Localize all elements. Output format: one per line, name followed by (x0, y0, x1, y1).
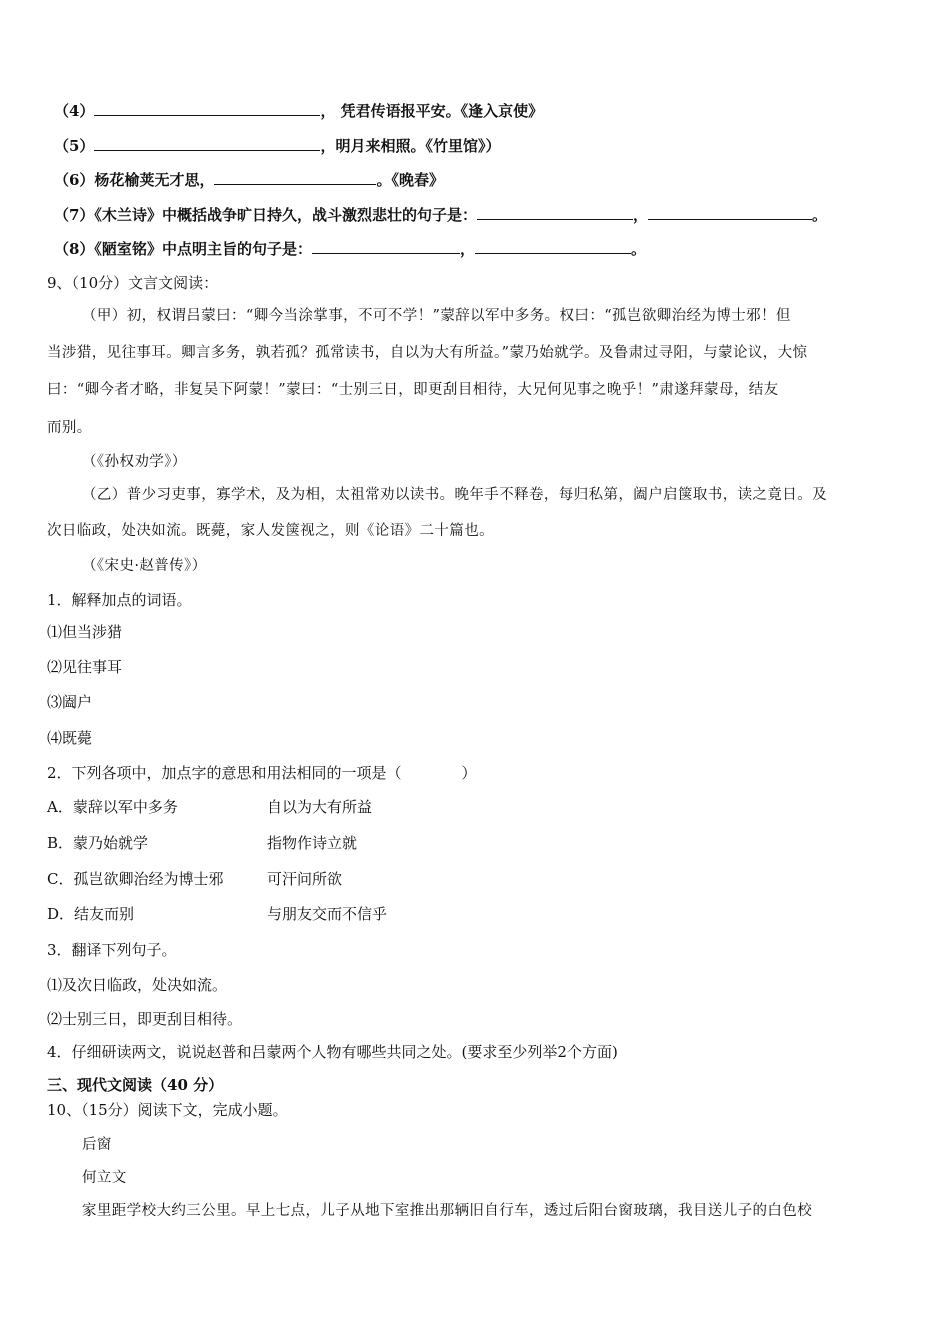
passage-a-line: 而别。 (47, 420, 92, 436)
answer-blank[interactable] (475, 239, 631, 254)
sub1-item: ⑴但当涉猎 (47, 623, 123, 641)
answer-blank[interactable] (312, 239, 460, 254)
answer-blank[interactable] (94, 101, 320, 116)
answer-blank[interactable] (94, 136, 320, 151)
sub1-item: ⑵见往事耳 (47, 658, 123, 676)
sub1-item: ⑶阖户 (47, 693, 93, 711)
passage-a-source: （《孙权劝学》） (82, 454, 187, 470)
option-a-right: 自以为大有所益 (267, 798, 373, 816)
passage-b-source: （《宋史·赵普传》） (82, 558, 207, 574)
option-d-right: 与朋友交而不信乎 (267, 905, 388, 923)
sub-question-3: 3．翻译下列句子。 (47, 941, 177, 959)
fill-blank-q8: （8）《陋室铭》中点明主旨的句子是： ， 。 (54, 240, 646, 258)
fill-blank-q7: （7）《木兰诗》中概括战争旷日持久，战斗激烈悲壮的句子是： ， 。 (54, 206, 827, 224)
option-b-left[interactable]: B．蒙乃始就学 (47, 834, 149, 852)
sub-question-1: 1．解释加点的词语。 (47, 591, 192, 609)
fill-blank-q5: （5） ，明月来相照。《竹里馆》） (54, 137, 501, 155)
option-d-left[interactable]: D．结友而别 (47, 905, 135, 923)
q9-header: 9、（10分）文言文阅读： (47, 274, 219, 292)
sub-question-4: 4．仔细研读两文，说说赵普和吕蒙两个人物有哪些共同之处。(要求至少列举2个方面) (47, 1043, 618, 1061)
answer-blank[interactable] (648, 205, 812, 220)
essay-title: 后窗 (82, 1137, 112, 1153)
passage-b-line: （乙）普少习吏事，寡学术，及为相，太祖常劝以读书。晚年手不释卷，每归私第，阖户启箧取书，读之竟日。及 (82, 487, 827, 503)
passage-a-line: （甲）初，权谓吕蒙曰：“卿今当涂掌事，不可不学！”蒙辞以军中多务。权曰：“孤岂欲卿治经为博士邪！但 (82, 308, 791, 324)
answer-blank[interactable] (477, 205, 633, 220)
option-c-left[interactable]: C．孤岂欲卿治经为博士邪 (47, 870, 224, 888)
passage-a-line: 曰：“卿今者才略，非复吴下阿蒙！”蒙曰：“士别三日，即更刮目相待，大兄何见事之晚乎！”肃遂拜蒙母，结友 (47, 382, 779, 398)
q10-header: 10、（15分）阅读下文，完成小题。 (47, 1101, 288, 1119)
option-a-left[interactable]: A．蒙辞以军中多务 (47, 798, 178, 816)
answer-blank[interactable] (214, 170, 376, 185)
passage-b-line: 次日临政，处决如流。既薨，家人发箧视之，则《论语》二十篇也。 (47, 523, 494, 539)
option-b-right: 指物作诗立就 (267, 834, 358, 852)
fill-blank-q6: （6）杨花榆荚无才思， 。《晚春》 (54, 171, 444, 189)
sub1-item: ⑷既薨 (47, 729, 93, 747)
section-heading: 三、现代文阅读（40 分） (47, 1076, 224, 1094)
sub3-item: ⑴及次日临政，处决如流。 (47, 976, 228, 994)
fill-blank-q4: （4） ， 凭君传语报平安。《逢入京使》 (54, 102, 544, 120)
passage-a-line: 当涉猎，见往事耳。卿言多务，孰若孤？孤常读书，自以为大有所益。”蒙乃始就学。及鲁肃过寻阳，与蒙论议，大惊 (47, 345, 808, 361)
essay-paragraph-line: 家里距学校大约三公里。早上七点，儿子从地下室推出那辆旧自行车，透过后阳台窗玻璃，我目送儿子的白色校 (82, 1203, 813, 1219)
essay-author: 何立文 (82, 1170, 127, 1186)
sub3-item: ⑵士别三日，即更刮目相待。 (47, 1010, 243, 1028)
sub-question-2: 2．下列各项中，加点字的意思和用法相同的一项是（ ） (47, 764, 477, 782)
option-c-right: 可汗问所欲 (267, 870, 343, 888)
